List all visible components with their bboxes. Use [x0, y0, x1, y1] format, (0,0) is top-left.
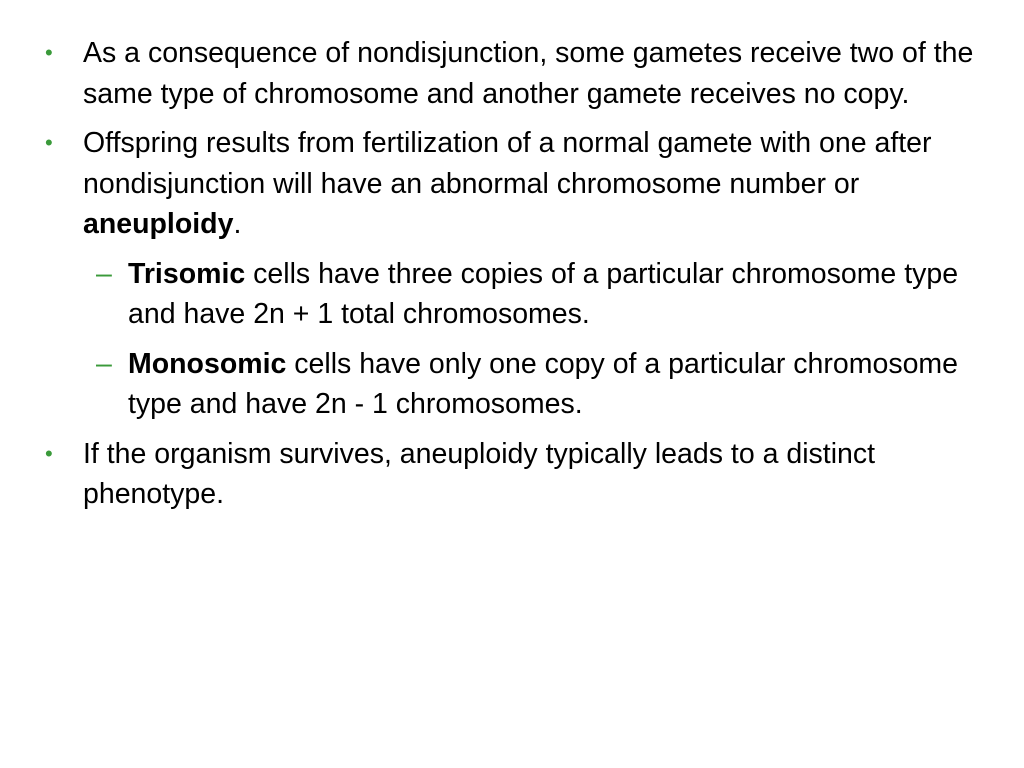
bullet-item-1 — [45, 33, 983, 114]
subbullet-bold-term: Monosomic — [128, 347, 287, 380]
bullet-dot-icon: • — [45, 40, 53, 65]
subbullet-text: cells have only one copy of a particular chromosome type and have 2n - 1 chromosomes. — [128, 347, 959, 420]
dash-icon: – — [96, 347, 112, 380]
subbullet-item-2 — [96, 344, 988, 425]
bullet-item-2 — [45, 123, 983, 245]
bullet-text: As a consequence of nondisjunction, some gametes receive two of the same type of chromosome and another gamete receives no copy. — [83, 37, 974, 110]
dash-icon: – — [96, 257, 112, 290]
bullet-text-end: . — [233, 208, 242, 240]
bullet-item-3 — [45, 434, 983, 515]
subbullet-text: cells have three copies of a particular chromosome type and have 2n + 1 total chromosomes. — [128, 257, 959, 330]
bullet-dot-icon: • — [45, 440, 53, 466]
subbullet-bold-term: Trisomic — [128, 257, 246, 290]
bullet-text: Offspring results from fertilization of a normal gamete with one after nondisjunction will have an abnormal chromosome number or — [83, 127, 932, 200]
bullet-bold-term: aneuploidy — [83, 208, 234, 240]
subbullet-item-1 — [96, 254, 988, 335]
bullet-text: If the organism survives, aneuploidy typically leads to a distinct phenotype. — [83, 437, 876, 510]
bullet-dot-icon: • — [45, 130, 53, 155]
